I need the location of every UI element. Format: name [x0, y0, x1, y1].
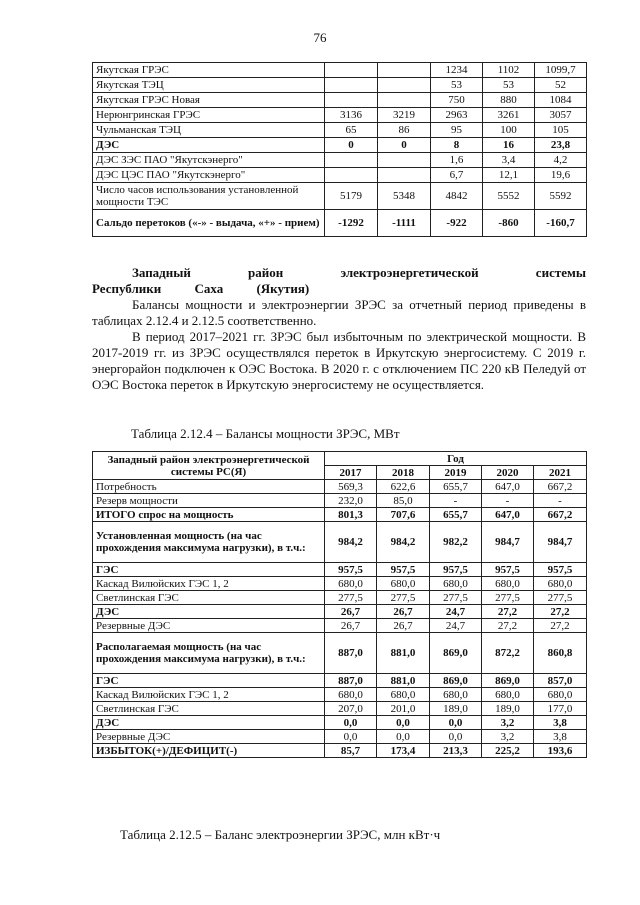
- year-header: 2021: [534, 466, 587, 480]
- cell-value: 3261: [483, 108, 535, 123]
- header-year: Год: [325, 452, 587, 466]
- cell-value: [378, 63, 431, 78]
- cell-value: 85,0: [377, 494, 430, 508]
- cell-value: 869,0: [482, 674, 534, 688]
- cell-value: 0,0: [325, 716, 377, 730]
- cell-value: 680,0: [534, 688, 587, 702]
- cell-value: 680,0: [482, 688, 534, 702]
- cell-value: 277,5: [377, 591, 430, 605]
- row-label: Число часов использования установленной мощности ТЭС: [93, 183, 325, 210]
- table-row: [93, 210, 587, 237]
- cell-value: 0,0: [430, 730, 482, 744]
- cell-value: 5592: [535, 183, 587, 210]
- cell-value: 189,0: [482, 702, 534, 716]
- table-row: [93, 138, 587, 153]
- cell-value: 189,0: [430, 702, 482, 716]
- table-row: [93, 633, 587, 674]
- cell-value: 53: [483, 78, 535, 93]
- cell-value: 869,0: [430, 674, 482, 688]
- cell-value: 957,5: [534, 563, 587, 577]
- table-row: [93, 591, 587, 605]
- cell-value: 680,0: [325, 688, 377, 702]
- row-label: Резервные ДЭС: [93, 730, 325, 744]
- cell-value: 569,3: [325, 480, 377, 494]
- table-row: [93, 563, 587, 577]
- cell-value: 105: [535, 123, 587, 138]
- cell-value: 26,7: [377, 605, 430, 619]
- table-row: [93, 63, 587, 78]
- row-label: Потребность: [93, 480, 325, 494]
- table-row: [93, 730, 587, 744]
- cell-value: 6,7: [431, 168, 483, 183]
- row-label: Установленная мощность (на час прохождения максимума нагрузки), в т.ч.:: [93, 522, 325, 563]
- table-row: [93, 688, 587, 702]
- cell-value: 881,0: [377, 633, 430, 674]
- row-label: ГЭС: [93, 563, 325, 577]
- cell-value: 5552: [483, 183, 535, 210]
- cell-value: 26,7: [325, 605, 377, 619]
- cell-value: 19,6: [535, 168, 587, 183]
- row-label: Светлинская ГЭС: [93, 591, 325, 605]
- row-label: Нерюнгринская ГРЭС: [93, 108, 325, 123]
- cell-value: -160,7: [535, 210, 587, 237]
- section-paragraph-1: Балансы мощности и электроэнергии ЗРЭС за отчетный период приведены в таблицах 2.12.4 и 2.12.5 соответственно.: [92, 297, 586, 328]
- row-label: ДЭС: [93, 138, 325, 153]
- cell-value: 984,2: [325, 522, 377, 563]
- cell-value: 667,2: [534, 508, 587, 522]
- cell-value: 887,0: [325, 633, 377, 674]
- table-row: [93, 183, 587, 210]
- cell-value: 3,2: [482, 730, 534, 744]
- cell-value: 27,2: [482, 605, 534, 619]
- cell-value: 3,2: [482, 716, 534, 730]
- cell-value: 680,0: [534, 577, 587, 591]
- cell-value: [378, 78, 431, 93]
- cell-value: 1,6: [431, 153, 483, 168]
- cell-value: [325, 78, 378, 93]
- cell-value: 680,0: [377, 688, 430, 702]
- row-label: ИТОГО спрос на мощность: [93, 508, 325, 522]
- row-label: ДЭС: [93, 605, 325, 619]
- cell-value: [378, 93, 431, 108]
- generation-table: [92, 62, 587, 237]
- cell-value: 881,0: [377, 674, 430, 688]
- cell-value: 2963: [431, 108, 483, 123]
- year-header: 2017: [325, 466, 377, 480]
- table-row: [93, 93, 587, 108]
- row-label: Светлинская ГЭС: [93, 702, 325, 716]
- row-label: ГЭС: [93, 674, 325, 688]
- cell-value: 4,2: [535, 153, 587, 168]
- cell-value: 3136: [325, 108, 378, 123]
- row-label: Каскад Вилюйских ГЭС 1, 2: [93, 577, 325, 591]
- cell-value: 12,1: [483, 168, 535, 183]
- cell-value: 680,0: [430, 688, 482, 702]
- cell-value: 680,0: [377, 577, 430, 591]
- row-label: Сальдо перетоков («-» - выдача, «+» - прием): [93, 210, 325, 237]
- cell-value: 750: [431, 93, 483, 108]
- cell-value: 277,5: [430, 591, 482, 605]
- table-row: [93, 522, 587, 563]
- cell-value: 857,0: [534, 674, 587, 688]
- cell-value: 667,2: [534, 480, 587, 494]
- table-row: [93, 123, 587, 138]
- row-label: Якутская ТЭЦ: [93, 78, 325, 93]
- row-label: Чульманская ТЭЦ: [93, 123, 325, 138]
- table-row: [93, 108, 587, 123]
- table-2125-caption: Таблица 2.12.5 – Баланс электроэнергии ЗРЭС, млн кВт·ч: [120, 827, 441, 842]
- cell-value: 193,6: [534, 744, 587, 758]
- section-heading: Западный район электроэнергетической системы Республики Саха (Якутия): [92, 265, 586, 296]
- cell-value: 225,2: [482, 744, 534, 758]
- cell-value: 26,7: [377, 619, 430, 633]
- cell-value: 27,2: [534, 605, 587, 619]
- cell-value: 232,0: [325, 494, 377, 508]
- cell-value: 860,8: [534, 633, 587, 674]
- cell-value: 957,5: [430, 563, 482, 577]
- cell-value: 26,7: [325, 619, 377, 633]
- cell-value: 27,2: [534, 619, 587, 633]
- cell-value: 213,3: [430, 744, 482, 758]
- header-region-label: Западный район электроэнергетической системы РС(Я): [93, 452, 325, 480]
- row-label: Каскад Вилюйских ГЭС 1, 2: [93, 688, 325, 702]
- cell-value: 680,0: [482, 577, 534, 591]
- table-row: [93, 744, 587, 758]
- table-row: [93, 508, 587, 522]
- cell-value: 3,4: [483, 153, 535, 168]
- cell-value: -922: [431, 210, 483, 237]
- cell-value: [378, 168, 431, 183]
- cell-value: 655,7: [430, 480, 482, 494]
- cell-value: 707,6: [377, 508, 430, 522]
- cell-value: 53: [431, 78, 483, 93]
- table-row: [93, 494, 587, 508]
- table-row: [93, 619, 587, 633]
- cell-value: 100: [483, 123, 535, 138]
- cell-value: 65: [325, 123, 378, 138]
- cell-value: 957,5: [482, 563, 534, 577]
- cell-value: -: [482, 494, 534, 508]
- cell-value: 982,2: [430, 522, 482, 563]
- cell-value: 957,5: [325, 563, 377, 577]
- page-number: 76: [313, 30, 327, 45]
- row-label: ИЗБЫТОК(+)/ДЕФИЦИТ(-): [93, 744, 325, 758]
- table-row: [93, 674, 587, 688]
- cell-value: 5348: [378, 183, 431, 210]
- cell-value: -1111: [378, 210, 431, 237]
- cell-value: [378, 153, 431, 168]
- cell-value: 277,5: [482, 591, 534, 605]
- row-label: ДЭС ЗЭС ПАО "Якутскэнерго": [93, 153, 325, 168]
- cell-value: 86: [378, 123, 431, 138]
- cell-value: 27,2: [482, 619, 534, 633]
- cell-value: 3,8: [534, 730, 587, 744]
- year-header: 2019: [430, 466, 482, 480]
- cell-value: 4842: [431, 183, 483, 210]
- power-balance-table: [92, 451, 587, 758]
- cell-value: 1102: [483, 63, 535, 78]
- cell-value: -860: [483, 210, 535, 237]
- cell-value: 655,7: [430, 508, 482, 522]
- cell-value: 647,0: [482, 480, 534, 494]
- cell-value: 887,0: [325, 674, 377, 688]
- row-label: Резерв мощности: [93, 494, 325, 508]
- cell-value: 1234: [431, 63, 483, 78]
- cell-value: 0,0: [377, 730, 430, 744]
- table-2124-caption: Таблица 2.12.4 – Балансы мощности ЗРЭС, МВт: [131, 426, 400, 441]
- cell-value: 5179: [325, 183, 378, 210]
- table-row: [93, 480, 587, 494]
- table-row: [93, 605, 587, 619]
- cell-value: 0,0: [325, 730, 377, 744]
- year-header: 2018: [377, 466, 430, 480]
- table-row: [93, 702, 587, 716]
- year-header: 2020: [482, 466, 534, 480]
- table-row: [93, 577, 587, 591]
- cell-value: 880: [483, 93, 535, 108]
- table-row: [93, 716, 587, 730]
- cell-value: [325, 153, 378, 168]
- cell-value: 177,0: [534, 702, 587, 716]
- cell-value: 1084: [535, 93, 587, 108]
- cell-value: 872,2: [482, 633, 534, 674]
- cell-value: 16: [483, 138, 535, 153]
- cell-value: 201,0: [377, 702, 430, 716]
- row-label: Якутская ГРЭС: [93, 63, 325, 78]
- row-label: ДЭС ЦЭС ПАО "Якутскэнерго": [93, 168, 325, 183]
- row-label: Резервные ДЭС: [93, 619, 325, 633]
- cell-value: 24,7: [430, 619, 482, 633]
- row-label: ДЭС: [93, 716, 325, 730]
- cell-value: 52: [535, 78, 587, 93]
- cell-value: 0: [325, 138, 378, 153]
- cell-value: 277,5: [325, 591, 377, 605]
- cell-value: 0: [378, 138, 431, 153]
- row-label: Якутская ГРЭС Новая: [93, 93, 325, 108]
- cell-value: -: [534, 494, 587, 508]
- cell-value: 8: [431, 138, 483, 153]
- table-row: [93, 168, 587, 183]
- table-row: [93, 78, 587, 93]
- cell-value: 801,3: [325, 508, 377, 522]
- cell-value: 647,0: [482, 508, 534, 522]
- table-row: [93, 153, 587, 168]
- cell-value: 24,7: [430, 605, 482, 619]
- cell-value: -1292: [325, 210, 378, 237]
- cell-value: 622,6: [377, 480, 430, 494]
- cell-value: 680,0: [325, 577, 377, 591]
- section-paragraph-2: В период 2017–2021 гг. ЗРЭС был избыточным по электрической мощности. В 2017-2019 гг. из ЗРЭС осуществлялся переток в Иркутскую энергосистему. С 2019 г. энергорайон подключен к ОЭС Востока. В 2020 г. с отключением ПС 220 кВ Пеледуй от ОЭС Востока переток в Иркутскую энергосистему не осуществляется.: [92, 329, 586, 392]
- cell-value: [325, 93, 378, 108]
- cell-value: 3219: [378, 108, 431, 123]
- cell-value: [325, 63, 378, 78]
- cell-value: 0,0: [377, 716, 430, 730]
- cell-value: 3057: [535, 108, 587, 123]
- cell-value: 85,7: [325, 744, 377, 758]
- cell-value: 869,0: [430, 633, 482, 674]
- cell-value: 984,7: [534, 522, 587, 563]
- cell-value: 23,8: [535, 138, 587, 153]
- cell-value: 207,0: [325, 702, 377, 716]
- cell-value: 95: [431, 123, 483, 138]
- cell-value: [325, 168, 378, 183]
- cell-value: 277,5: [534, 591, 587, 605]
- cell-value: 984,2: [377, 522, 430, 563]
- cell-value: 957,5: [377, 563, 430, 577]
- cell-value: 3,8: [534, 716, 587, 730]
- cell-value: -: [430, 494, 482, 508]
- cell-value: 680,0: [430, 577, 482, 591]
- cell-value: 1099,7: [535, 63, 587, 78]
- cell-value: 0,0: [430, 716, 482, 730]
- cell-value: 984,7: [482, 522, 534, 563]
- row-label: Располагаемая мощность (на час прохождения максимума нагрузки), в т.ч.:: [93, 633, 325, 674]
- cell-value: 173,4: [377, 744, 430, 758]
